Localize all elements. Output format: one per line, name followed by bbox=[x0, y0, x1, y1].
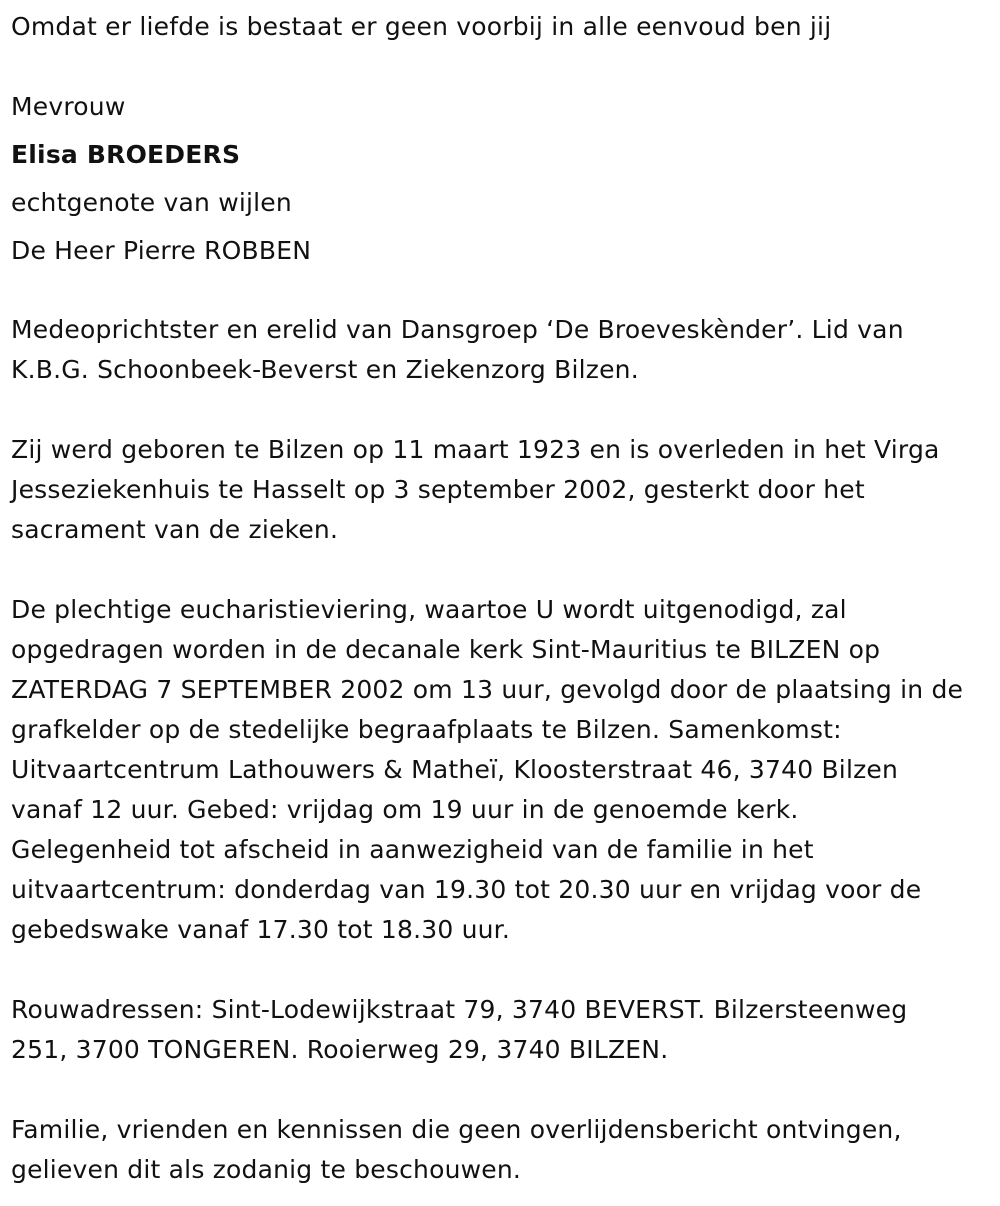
paragraph-closing bbox=[11, 1110, 991, 1190]
paragraph-line: K.B.G. Schoonbeek-Beverst en Ziekenzorg Bilzen. bbox=[11, 355, 639, 384]
spouse-name: De Heer Pierre ROBBEN bbox=[11, 236, 312, 265]
deceased-name: Elisa BROEDERS bbox=[11, 140, 241, 169]
paragraph-line: gebedswake vanaf 17.30 tot 18.30 uur. bbox=[11, 915, 511, 944]
paragraph-line: vanaf 12 uur. Gebed: vrijdag om 19 uur in de genoemde kerk. bbox=[11, 795, 799, 824]
paragraph-line: Rouwadressen: Sint-Lodewijkstraat 79, 3740 BEVERST. Bilzersteenweg bbox=[11, 995, 908, 1024]
paragraph-line: Zij werd geboren te Bilzen op 11 maart 1923 en is overleden in het Virga bbox=[11, 435, 940, 464]
paragraph-line: ZATERDAG 7 SEPTEMBER 2002 om 13 uur, gevolgd door de plaatsing in de bbox=[11, 675, 964, 704]
paragraph-line: gelieven dit als zodanig te beschouwen. bbox=[11, 1155, 522, 1184]
paragraph-line: grafkelder op de stedelijke begraafplaats te Bilzen. Samenkomst: bbox=[11, 715, 842, 744]
honorific-title: Mevrouw bbox=[11, 92, 126, 121]
paragraph-line: De plechtige eucharistieviering, waartoe U wordt uitgenodigd, zal bbox=[11, 595, 847, 624]
paragraph-addresses bbox=[11, 990, 991, 1070]
relation-text: echtgenote van wijlen bbox=[11, 188, 292, 217]
paragraph-line: Familie, vrienden en kennissen die geen overlijdensbericht ontvingen, bbox=[11, 1115, 902, 1144]
paragraph-line: Gelegenheid tot afscheid in aanwezigheid van de familie in het bbox=[11, 835, 814, 864]
paragraph-line: 251, 3700 TONGEREN. Rooierweg 29, 3740 BILZEN. bbox=[11, 1035, 669, 1064]
paragraph-line: sacrament van de zieken. bbox=[11, 515, 339, 544]
paragraph-line: uitvaartcentrum: donderdag van 19.30 tot 20.30 uur en vrijdag voor de bbox=[11, 875, 922, 904]
paragraph-line: Medeoprichtster en erelid van Dansgroep ‘De Broeveskènder’. Lid van bbox=[11, 315, 904, 344]
paragraph-line: Jesseziekenhuis te Hasselt op 3 september 2002, gesterkt door het bbox=[11, 475, 865, 504]
paragraph-line: Uitvaartcentrum Lathouwers & Matheï, Kloosterstraat 46, 3740 Bilzen bbox=[11, 755, 899, 784]
motto-text: Omdat er liefde is bestaat er geen voorbij in alle eenvoud ben jij bbox=[11, 12, 832, 41]
paragraph-ceremony bbox=[11, 590, 991, 950]
paragraph-membership bbox=[11, 310, 991, 390]
paragraph-line: opgedragen worden in de decanale kerk Sint-Mauritius te BILZEN op bbox=[11, 635, 881, 664]
paragraph-birth-death bbox=[11, 430, 991, 550]
